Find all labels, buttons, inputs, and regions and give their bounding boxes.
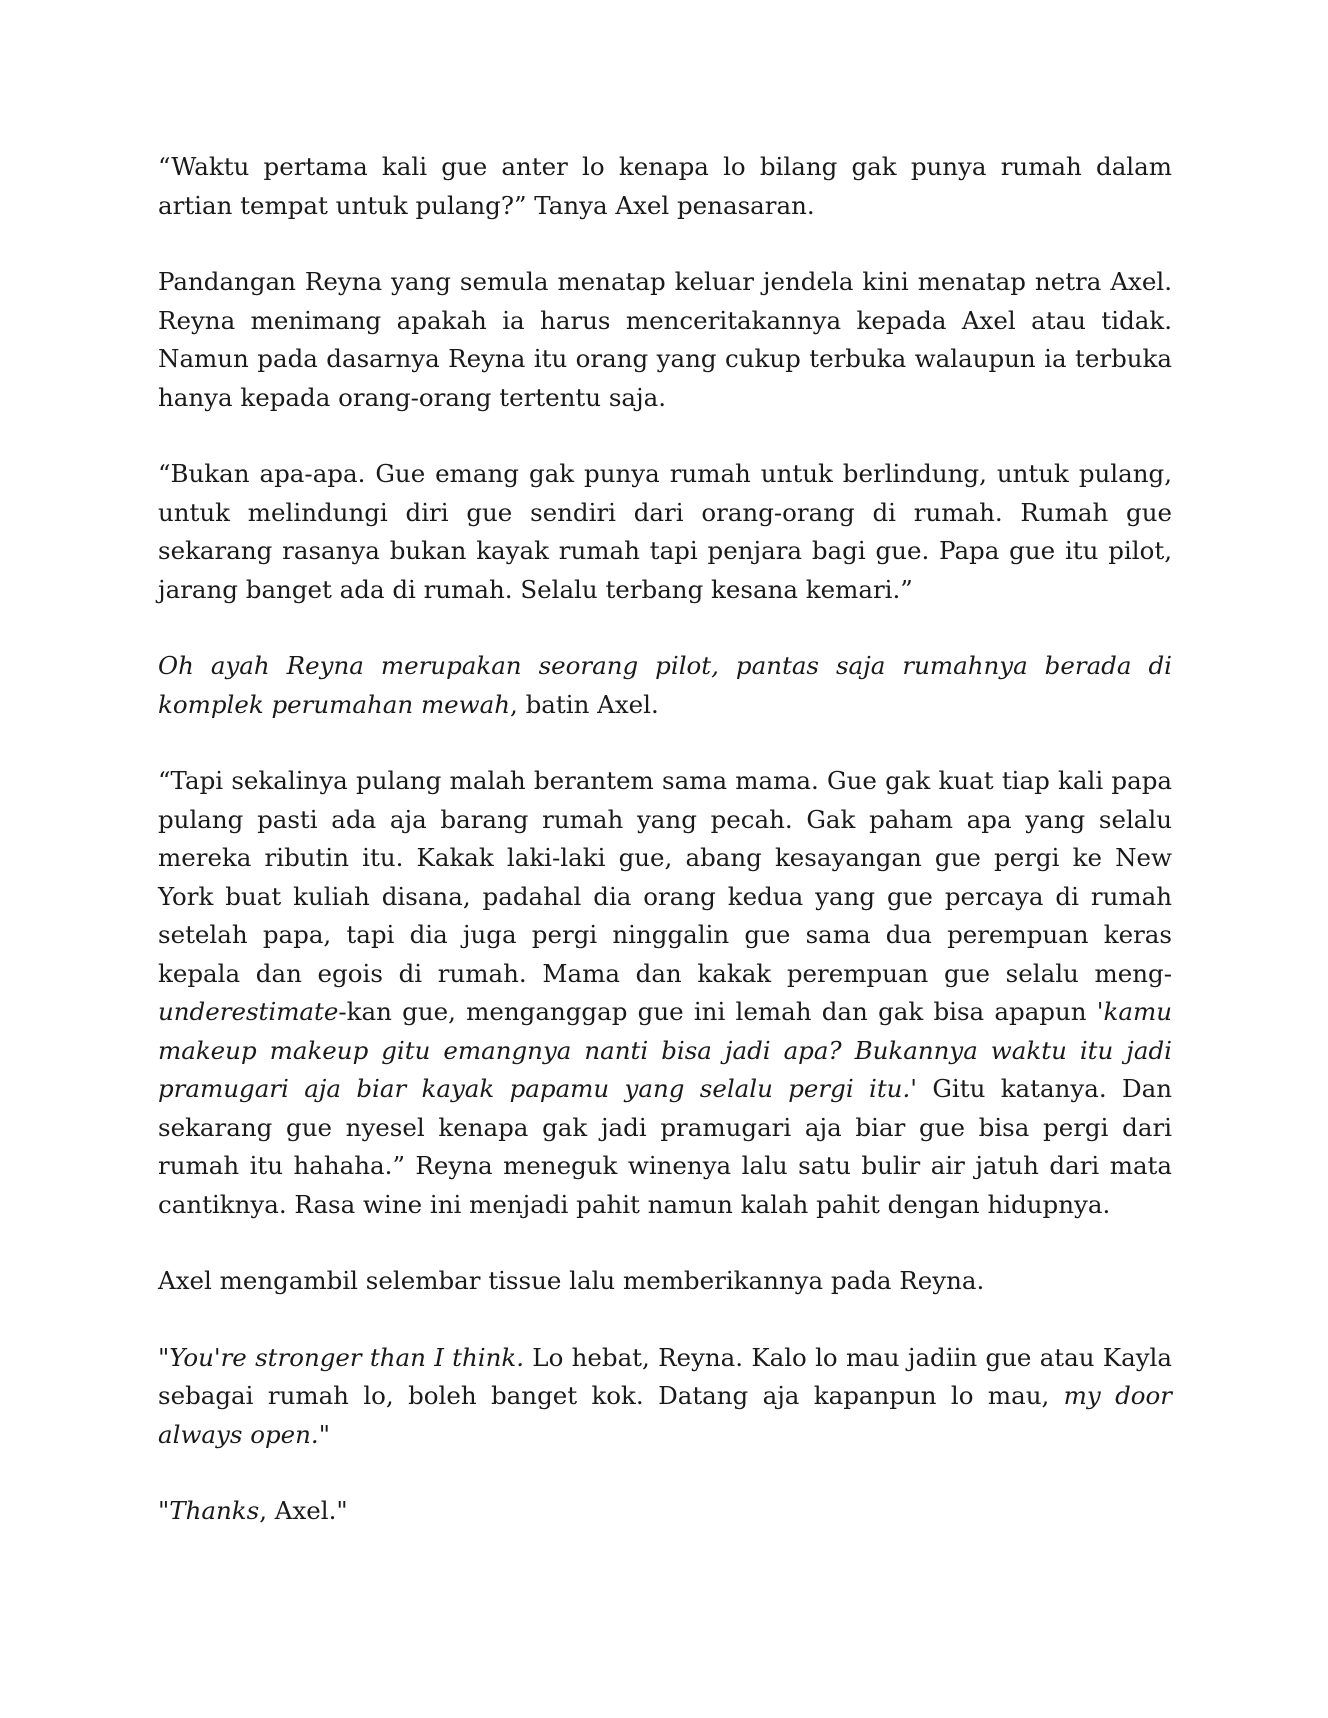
- italic-text-segment: my door always open.: [158, 1381, 1172, 1449]
- text-segment: Axel mengambil selembar tissue lalu memberikannya pada Reyna.: [158, 1266, 985, 1295]
- italic-text-segment: You're stronger than I think.: [169, 1342, 525, 1372]
- text-segment: “Bukan apa-apa. Gue emang gak punya rumah untuk berlindung, untuk pulang, untuk melindungi diri gue sendiri dari orang-orang di rumah. Rumah gue sekarang rasanya bukan kayak rumah tapi penjara bagi gue. Papa gue itu pilot, jarang banget ada di rumah. Selalu terbang kesana kemari.”: [158, 459, 1172, 604]
- text-segment: Pandangan Reyna yang semula menatap keluar jendela kini menatap netra Axel. Reyna menimang apakah ia harus menceritakannya kepada Axel atau tidak. Namun pada dasarnya Reyna itu orang yang cukup terbuka walaupun ia terbuka hanya kepada orang-orang tertentu saja.: [158, 267, 1172, 412]
- paragraph: [158, 263, 1172, 417]
- text-segment: Lo hebat, Reyna. Kalo lo mau jadiin gue atau Kayla sebagai rumah lo, boleh banget kok. Datang aja kapanpun lo mau,: [158, 1342, 1172, 1410]
- paragraph: [158, 762, 1172, 1224]
- paragraph: [158, 148, 1172, 225]
- text-segment: ": [158, 1496, 170, 1525]
- text-segment: ": [158, 1342, 170, 1372]
- text-segment: “Tapi sekalinya pulang malah berantem sama mama. Gue gak kuat tiap kali papa pulang pasti ada aja barang rumah yang pecah. Gak paham apa yang selalu mereka ributin itu. Kakak laki-laki gue, abang kesayangan gue pergi ke New York buat kuliah disana, padahal dia orang kedua yang gue percaya di rumah setelah papa, tapi dia juga pergi ninggalin gue sama dua perempuan keras kepala dan egois di rumah. Mama dan kakak perempuan gue selalu meng-: [158, 766, 1172, 988]
- text-segment: ' Gitu katanya. Dan sekarang gue nyesel kenapa gak jadi pramugari aja biar gue bisa pergi dari rumah itu hahaha.” Reyna meneguk winenya lalu satu bulir air jatuh dari mata cantiknya. Rasa wine ini menjadi pahit namun kalah pahit dengan hidupnya.: [158, 1074, 1172, 1219]
- italic-text-segment: Thanks: [169, 1496, 260, 1525]
- text-segment: ": [318, 1419, 331, 1449]
- text-segment: , batin Axel.: [510, 689, 659, 719]
- paragraph: [158, 1339, 1172, 1455]
- paragraph: [158, 455, 1172, 609]
- paragraph: [158, 647, 1172, 724]
- document-page: [158, 148, 1172, 1531]
- text-segment: “Waktu pertama kali gue anter lo kenapa lo bilang gak punya rumah dalam artian tempat untuk pulang?” Tanya Axel penasaran.: [158, 152, 1172, 220]
- italic-text-segment: Oh ayah Reyna merupakan seorang pilot, pantas saja rumahnya berada di komplek perumahan mewah: [158, 651, 1172, 719]
- paragraph: [158, 1262, 1172, 1301]
- text-segment: -kan gue, menganggap gue ini lemah dan gak bisa apapun ': [338, 997, 1104, 1026]
- text-segment: , Axel.": [259, 1496, 348, 1525]
- paragraph: [158, 1492, 1172, 1531]
- italic-text-segment: underestimate: [158, 997, 339, 1026]
- italic-text-segment: kamu makeup makeup gitu emangnya nanti bisa jadi apa? Bukannya waktu itu jadi pramugari aja biar kayak papamu yang selalu pergi itu.: [158, 997, 1172, 1103]
